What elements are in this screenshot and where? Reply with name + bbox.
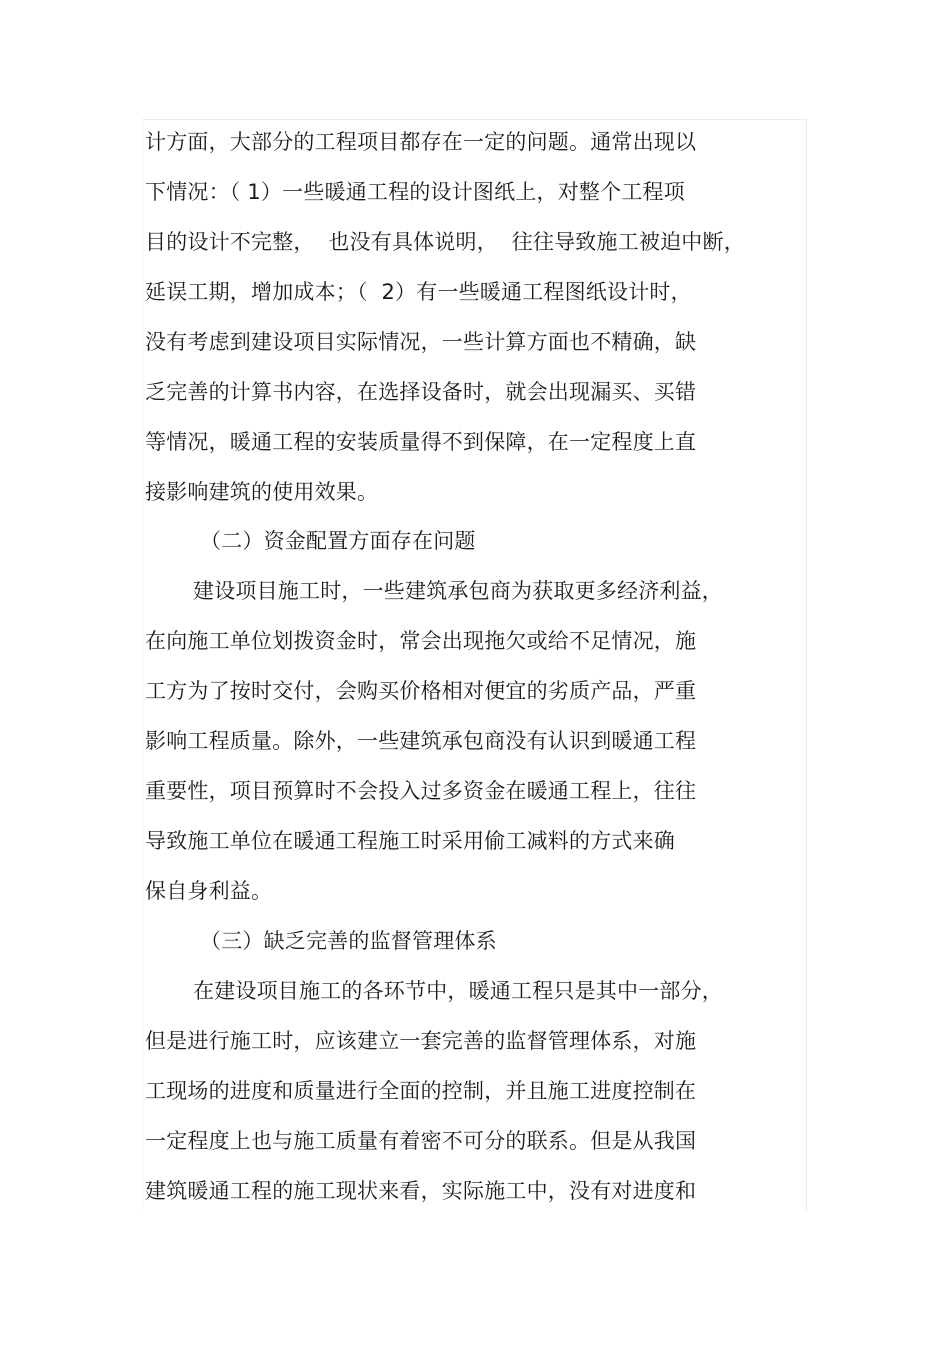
text-line: 建设项目施工时，一些建筑承包商为获取更多经济利益， — [193, 579, 723, 603]
text-line: 计方面，大部分的工程项目都存在一定的问题。通常出现以 — [145, 130, 697, 154]
text-line: 在建设项目施工的各环节中，暖通工程只是其中一部分， — [193, 979, 723, 1003]
text-line: 一定程度上也与施工质量有着密不可分的联系。但是从我国 — [145, 1129, 697, 1153]
text-line: 但是进行施工时，应该建立一套完善的监督管理体系，对施 — [145, 1029, 697, 1053]
section-heading: （二）资金配置方面存在问题 — [200, 529, 476, 553]
text-line: 保自身利益。 — [145, 879, 273, 903]
text-line: 在向施工单位划拨资金时，常会出现拖欠或给不足情况，施 — [145, 629, 697, 653]
text-line: 延误工期，增加成本；（ 2）有一些暖通工程图纸设计时， — [145, 280, 692, 304]
text-line: 乏完善的计算书内容，在选择设备时，就会出现漏买、买错 — [145, 380, 697, 404]
text-line: 导致施工单位在暖通工程施工时采用偷工减料的方式来确 — [145, 829, 675, 853]
text-line: 目的设计不完整， 也没有具体说明， 往往导致施工被迫中断， — [145, 230, 745, 254]
text-line: 影响工程质量。除外，一些建筑承包商没有认识到暖通工程 — [145, 729, 697, 753]
text-line: 等情况，暖通工程的安装质量得不到保障，在一定程度上直 — [145, 430, 697, 454]
text-line: 接影响建筑的使用效果。 — [145, 480, 379, 504]
section-heading: （三）缺乏完善的监督管理体系 — [200, 929, 497, 953]
text-line: 工方为了按时交付，会购买价格相对便宜的劣质产品，严重 — [145, 679, 697, 703]
text-line: 下情况：（ 1）一些暖通工程的设计图纸上，对整个工程项 — [145, 180, 685, 204]
text-line: 建筑暖通工程的施工现状来看，实际施工中，没有对进度和 — [145, 1179, 697, 1203]
text-line: 没有考虑到建设项目实际情况，一些计算方面也不精确，缺 — [145, 330, 697, 354]
text-line: 重要性，项目预算时不会投入过多资金在暖通工程上，往往 — [145, 779, 697, 803]
text-line: 工现场的进度和质量进行全面的控制，并且施工进度控制在 — [145, 1079, 697, 1103]
